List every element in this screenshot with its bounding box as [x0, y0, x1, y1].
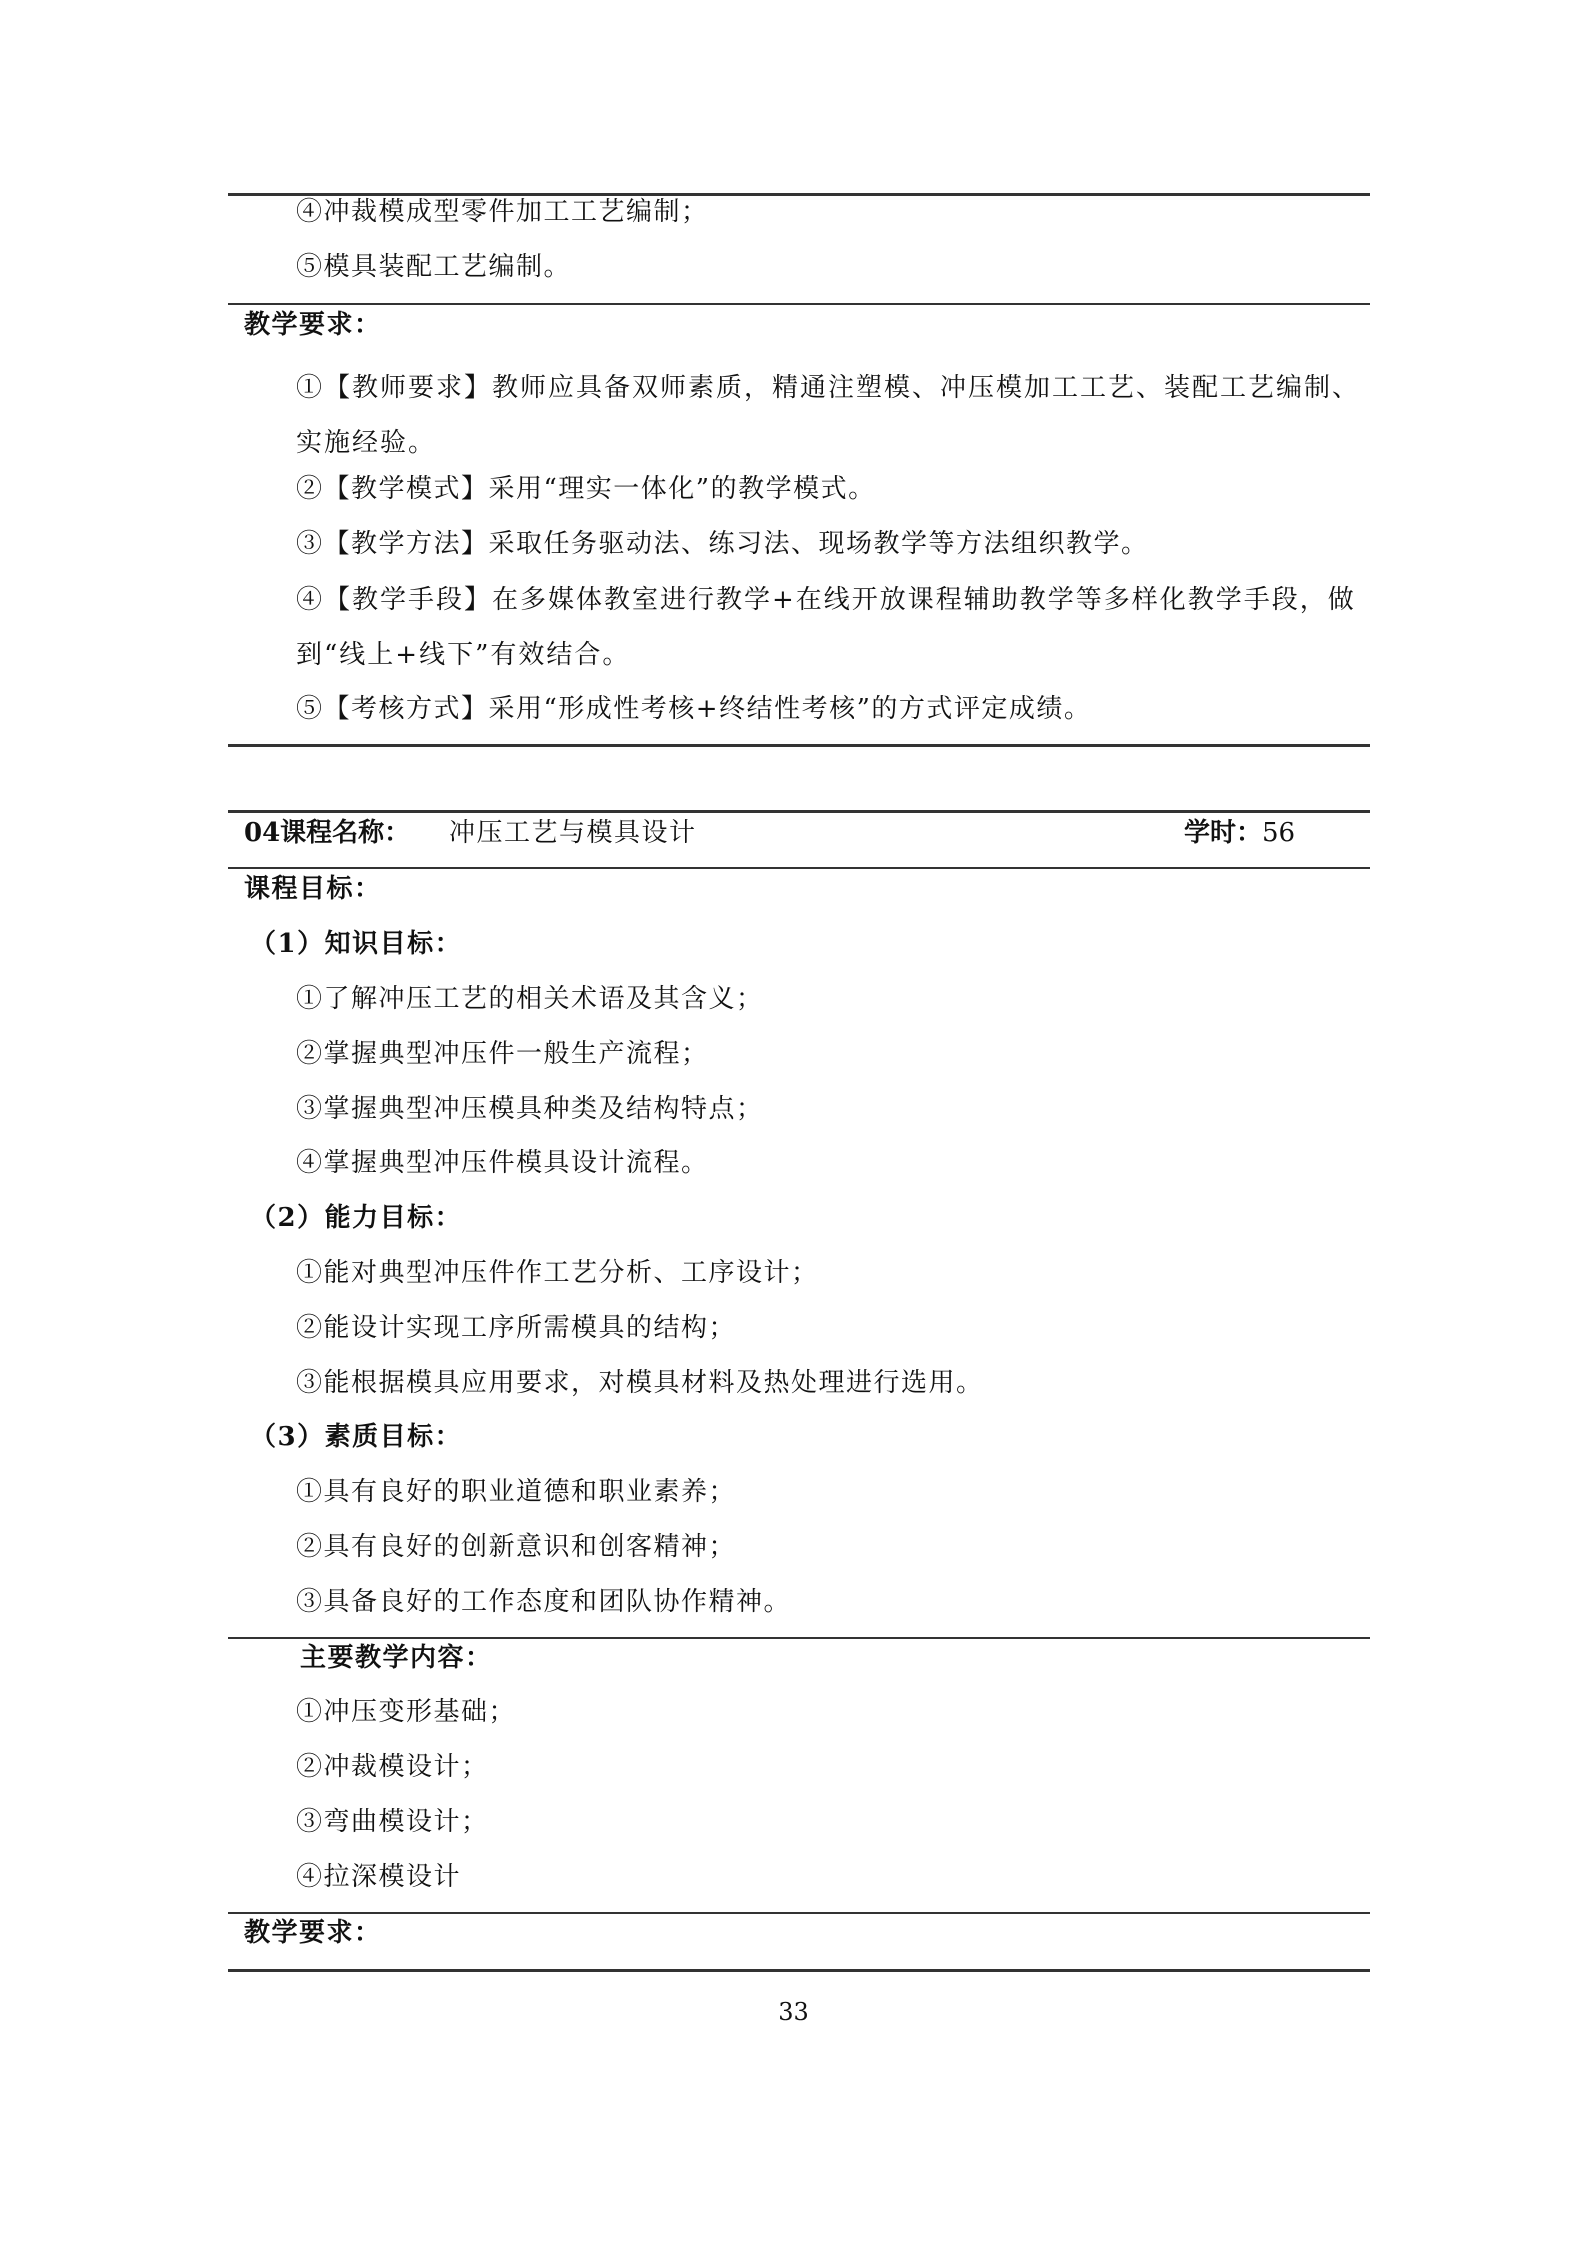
course-name: 冲压工艺与模具设计 — [449, 818, 697, 848]
quality-item: ①具有良好的职业道德和职业素养； — [296, 1477, 737, 1507]
hours-label: 学时： — [1184, 818, 1263, 848]
page-number: 33 — [778, 1998, 809, 2026]
section-end-rule — [228, 744, 1370, 747]
quality-item: ②具有良好的创新意识和创客精神； — [296, 1532, 737, 1562]
hours-value: 56 — [1262, 818, 1296, 848]
quality-heading: （3）素质目标： — [250, 1422, 463, 1452]
prev-content-item-4: ④冲裁模成型零件加工工艺编制； — [296, 197, 709, 227]
content-divider — [228, 1912, 1370, 1914]
prev-content-item-5: ⑤模具装配工艺编制。 — [296, 252, 572, 282]
knowledge-item: ②掌握典型冲压件一般生产流程； — [296, 1039, 709, 1069]
quality-item: ③具备良好的工作态度和团队协作精神。 — [296, 1587, 792, 1617]
course-title-row — [244, 816, 1354, 850]
ability-item: ①能对典型冲压件作工艺分析、工序设计； — [296, 1258, 819, 1288]
title-divider — [228, 867, 1370, 869]
requirement-mode: ②【教学模式】采用“理实一体化”的教学模式。 — [296, 474, 876, 504]
prev-requirements-heading: 教学要求： — [244, 310, 382, 340]
content-heading: 主要教学内容： — [300, 1643, 493, 1673]
bottom-rule — [228, 1969, 1370, 1972]
knowledge-item: ④掌握典型冲压件模具设计流程。 — [296, 1148, 709, 1178]
content-item: ③弯曲模设计； — [296, 1807, 489, 1837]
knowledge-heading: （1）知识目标： — [250, 929, 463, 959]
requirement-means: ④【教学手段】在多媒体教室进行教学+在线开放课程辅助教学等多样化教学手段，做到“线上+线下”有效结合。 — [296, 585, 1356, 670]
content-item: ②冲裁模设计； — [296, 1752, 489, 1782]
course-code-label: 04课程名称： — [244, 818, 411, 848]
ability-item: ③能根据模具应用要求，对模具材料及热处理进行选用。 — [296, 1368, 984, 1398]
requirement-assessment: ⑤【考核方式】采用“形成性考核+终结性考核”的方式评定成绩。 — [296, 694, 1092, 724]
requirement-method: ③【教学方法】采取任务驱动法、练习法、现场教学等方法组织教学。 — [296, 529, 1149, 559]
course-top-rule — [228, 810, 1370, 813]
goals-heading: 课程目标： — [244, 874, 382, 904]
course-hours — [1184, 816, 1295, 850]
requirement-teacher: ①【教师要求】教师应具备双师素质，精通注塑模、冲压模加工工艺、装配工艺编制、实施经验。 — [296, 373, 1361, 458]
knowledge-item: ①了解冲压工艺的相关术语及其含义； — [296, 984, 764, 1014]
content-item: ①冲压变形基础； — [296, 1697, 517, 1727]
ability-item: ②能设计实现工序所需模具的结构； — [296, 1313, 737, 1343]
divider — [228, 303, 1370, 305]
knowledge-item: ③掌握典型冲压模具种类及结构特点； — [296, 1094, 764, 1124]
goals-divider — [228, 1637, 1370, 1639]
content-item: ④拉深模设计 — [296, 1862, 462, 1892]
ability-heading: （2）能力目标： — [250, 1203, 463, 1233]
course-requirements-heading: 教学要求： — [244, 1918, 382, 1948]
